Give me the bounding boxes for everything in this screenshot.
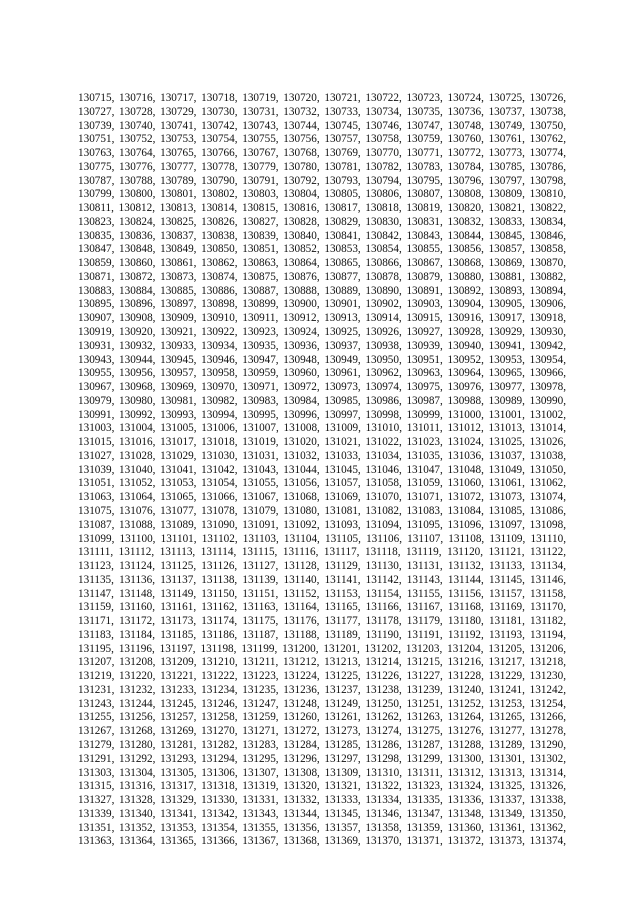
number-line: 131159, 131160, 131161, 131162, 131163, 131164, 131165, 131166, 131167, 131168, 131169, 131170, xyxy=(78,601,566,614)
number-line: 131051, 131052, 131053, 131054, 131055, 131056, 131057, 131058, 131059, 131060, 131061, 131062, xyxy=(78,477,566,490)
number-line: 131075, 131076, 131077, 131078, 131079, 131080, 131081, 131082, 131083, 131084, 131085, 131086, xyxy=(78,504,566,517)
number-line: 130931, 130932, 130933, 130934, 130935, 130936, 130937, 130938, 130939, 130940, 130941, 130942, xyxy=(78,339,566,352)
number-line: 130715, 130716, 130717, 130718, 130719, 130720, 130721, 130722, 130723, 130724, 130725, 130726, xyxy=(78,92,566,104)
number-line: 131291, 131292, 131293, 131294, 131295, 131296, 131297, 131298, 131299, 131300, 131301, 131302, xyxy=(78,752,566,765)
number-line: 131267, 131268, 131269, 131270, 131271, 131272, 131273, 131274, 131275, 131276, 131277, 131278, xyxy=(78,725,566,738)
number-line: 131315, 131316, 131317, 131318, 131319, 131320, 131321, 131322, 131323, 131324, 131325, 131326, xyxy=(78,780,566,793)
number-line: 130907, 130908, 130909, 130910, 130911, 130912, 130913, 130914, 130915, 130916, 130917, 130918, xyxy=(78,312,566,325)
number-line: 131363, 131364, 131365, 131366, 131367, 131368, 131369, 131370, 131371, 131372, 131373, 131374, xyxy=(78,835,566,848)
number-line: 131003, 131004, 131005, 131006, 131007, 131008, 131009, 131010, 131011, 131012, 131013, 131014, xyxy=(78,422,566,435)
number-line: 131039, 131040, 131041, 131042, 131043, 131044, 131045, 131046, 131047, 131048, 131049, 131050, xyxy=(78,463,566,476)
number-line: 130955, 130956, 130957, 130958, 130959, 130960, 130961, 130962, 130963, 130964, 130965, 130966, xyxy=(78,367,566,380)
number-line: 131015, 131016, 131017, 131018, 131019, 131020, 131021, 131022, 131023, 131024, 131025, 131026, xyxy=(78,436,566,449)
number-line: 130991, 130992, 130993, 130994, 130995, 130996, 130997, 130998, 130999, 131000, 131001, 131002, xyxy=(78,408,566,421)
number-line: 131135, 131136, 131137, 131138, 131139, 131140, 131141, 131142, 131143, 131144, 131145, 131146, xyxy=(78,573,566,586)
number-line: 130883, 130884, 130885, 130886, 130887, 130888, 130889, 130890, 130891, 130892, 130893, 130894, xyxy=(78,284,566,297)
number-line: 130763, 130764, 130765, 130766, 130767, 130768, 130769, 130770, 130771, 130772, 130773, 130774, xyxy=(78,147,566,160)
number-line: 131339, 131340, 131341, 131342, 131343, 131344, 131345, 131346, 131347, 131348, 131349, 131350, xyxy=(78,807,566,820)
number-line: 130847, 130848, 130849, 130850, 130851, 130852, 130853, 130854, 130855, 130856, 130857, 130858, xyxy=(78,243,566,256)
number-line: 131099, 131100, 131101, 131102, 131103, 131104, 131105, 131106, 131107, 131108, 131109, 131110, xyxy=(78,532,566,545)
number-line: 131255, 131256, 131257, 131258, 131259, 131260, 131261, 131262, 131263, 131264, 131265, 131266, xyxy=(78,711,566,724)
number-line: 131231, 131232, 131233, 131234, 131235, 131236, 131237, 131238, 131239, 131240, 131241, 131242, xyxy=(78,683,566,696)
number-line: 131303, 131304, 131305, 131306, 131307, 131308, 131309, 131310, 131311, 131312, 131313, 131314, xyxy=(78,766,566,779)
number-line: 131027, 131028, 131029, 131030, 131031, 131032, 131033, 131034, 131035, 131036, 131037, 131038, xyxy=(78,449,566,462)
number-line: 130979, 130980, 130981, 130982, 130983, 130984, 130985, 130986, 130987, 130988, 130989, 130990, xyxy=(78,394,566,407)
number-line: 131327, 131328, 131329, 131330, 131331, 131332, 131333, 131334, 131335, 131336, 131337, 131338, xyxy=(78,794,566,807)
number-line: 131351, 131352, 131353, 131354, 131355, 131356, 131357, 131358, 131359, 131360, 131361, 131362, xyxy=(78,821,566,834)
number-line: 131195, 131196, 131197, 131198, 131199, 131200, 131201, 131202, 131203, 131204, 131205, 131206, xyxy=(78,642,566,655)
number-line: 130895, 130896, 130897, 130898, 130899, 130900, 130901, 130902, 130903, 130904, 130905, 130906, xyxy=(78,298,566,311)
number-line: 130775, 130776, 130777, 130778, 130779, 130780, 130781, 130782, 130783, 130784, 130785, 130786, xyxy=(78,160,566,173)
number-line: 130919, 130920, 130921, 130922, 130923, 130924, 130925, 130926, 130927, 130928, 130929, 130930, xyxy=(78,326,566,339)
number-line: 130871, 130872, 130873, 130874, 130875, 130876, 130877, 130878, 130879, 130880, 130881, 130882, xyxy=(78,270,566,283)
number-line: 130787, 130788, 130789, 130790, 130791, 130792, 130793, 130794, 130795, 130796, 130797, 130798, xyxy=(78,174,566,187)
number-line: 131279, 131280, 131281, 131282, 131283, 131284, 131285, 131286, 131287, 131288, 131289, 131290, xyxy=(78,738,566,751)
number-list-block xyxy=(78,92,566,849)
number-line: 130859, 130860, 130861, 130862, 130863, 130864, 130865, 130866, 130867, 130868, 130869, 130870, xyxy=(78,257,566,270)
number-line: 131171, 131172, 131173, 131174, 131175, 131176, 131177, 131178, 131179, 131180, 131181, 131182, xyxy=(78,615,566,628)
number-line: 131207, 131208, 131209, 131210, 131211, 131212, 131213, 131214, 131215, 131216, 131217, 131218, xyxy=(78,656,566,669)
number-line: 131219, 131220, 131221, 131222, 131223, 131224, 131225, 131226, 131227, 131228, 131229, 131230, xyxy=(78,670,566,683)
number-line: 130727, 130728, 130729, 130730, 130731, 130732, 130733, 130734, 130735, 130736, 130737, 130738, xyxy=(78,105,566,118)
number-line: 131123, 131124, 131125, 131126, 131127, 131128, 131129, 131130, 131131, 131132, 131133, 131134, xyxy=(78,560,566,573)
number-line: 131087, 131088, 131089, 131090, 131091, 131092, 131093, 131094, 131095, 131096, 131097, 131098, xyxy=(78,518,566,531)
number-line: 130967, 130968, 130969, 130970, 130971, 130972, 130973, 130974, 130975, 130976, 130977, 130978, xyxy=(78,381,566,394)
number-line: 131063, 131064, 131065, 131066, 131067, 131068, 131069, 131070, 131071, 131072, 131073, 131074, xyxy=(78,491,566,504)
number-line: 131243, 131244, 131245, 131246, 131247, 131248, 131249, 131250, 131251, 131252, 131253, 131254, xyxy=(78,697,566,710)
number-line: 131147, 131148, 131149, 131150, 131151, 131152, 131153, 131154, 131155, 131156, 131157, 131158, xyxy=(78,587,566,600)
number-line: 131111, 131112, 131113, 131114, 131115, 131116, 131117, 131118, 131119, 131120, 131121, 131122, xyxy=(78,546,566,559)
number-line: 130811, 130812, 130813, 130814, 130815, 130816, 130817, 130818, 130819, 130820, 130821, 130822, xyxy=(78,202,566,215)
number-line: 130835, 130836, 130837, 130838, 130839, 130840, 130841, 130842, 130843, 130844, 130845, 130846, xyxy=(78,229,566,242)
number-line: 130751, 130752, 130753, 130754, 130755, 130756, 130757, 130758, 130759, 130760, 130761, 130762, xyxy=(78,133,566,146)
number-line: 130799, 130800, 130801, 130802, 130803, 130804, 130805, 130806, 130807, 130808, 130809, 130810, xyxy=(78,188,566,201)
number-line: 130943, 130944, 130945, 130946, 130947, 130948, 130949, 130950, 130951, 130952, 130953, 130954, xyxy=(78,353,566,366)
number-line: 131183, 131184, 131185, 131186, 131187, 131188, 131189, 131190, 131191, 131192, 131193, 131194, xyxy=(78,628,566,641)
number-line: 130739, 130740, 130741, 130742, 130743, 130744, 130745, 130746, 130747, 130748, 130749, 130750, xyxy=(78,119,566,132)
number-line: 130823, 130824, 130825, 130826, 130827, 130828, 130829, 130830, 130831, 130832, 130833, 130834, xyxy=(78,215,566,228)
